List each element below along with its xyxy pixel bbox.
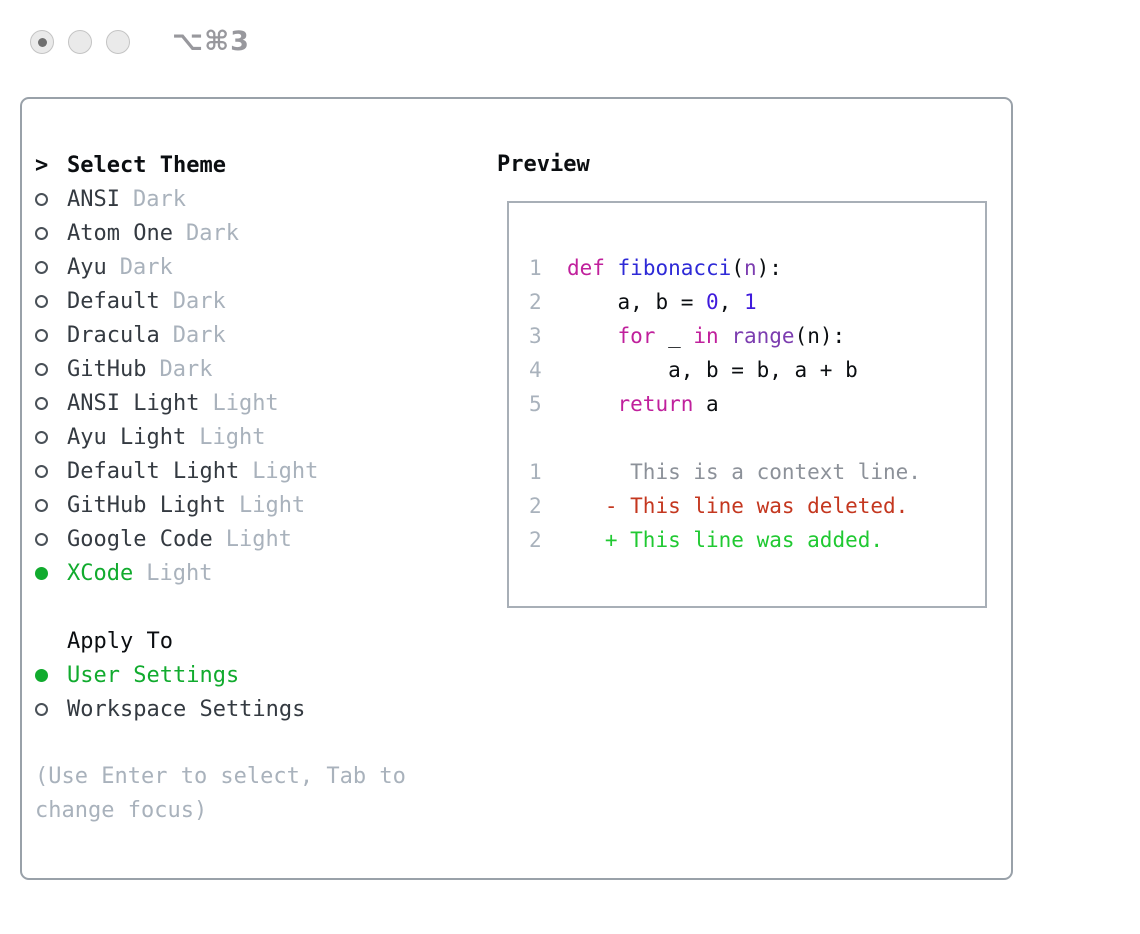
radio-marker bbox=[35, 567, 67, 580]
preview-line: 2 a, b = 0, 1 bbox=[529, 290, 757, 314]
traffic-light-dot bbox=[38, 38, 47, 47]
theme-name: XCode bbox=[67, 560, 134, 586]
radio-icon bbox=[35, 499, 48, 512]
theme-option[interactable] bbox=[35, 250, 495, 284]
traffic-light-minimize-icon[interactable] bbox=[68, 30, 92, 54]
radio-marker bbox=[35, 669, 67, 682]
theme-variant-tag: Dark bbox=[185, 220, 239, 246]
theme-name: Dracula bbox=[67, 322, 160, 348]
apply-option-name: User Settings bbox=[67, 662, 240, 688]
radio-marker bbox=[35, 533, 67, 546]
theme-picker-window bbox=[20, 97, 1013, 880]
radio-icon bbox=[35, 533, 48, 546]
theme-variant-tag: Light bbox=[146, 560, 213, 586]
theme-option[interactable] bbox=[35, 182, 495, 216]
select-theme-header bbox=[35, 148, 495, 182]
theme-variant-tag: Dark bbox=[172, 288, 226, 314]
radio-marker bbox=[35, 227, 67, 240]
theme-option[interactable] bbox=[35, 318, 495, 352]
theme-name: Ayu bbox=[67, 254, 107, 280]
radio-marker bbox=[35, 329, 67, 342]
radio-marker bbox=[35, 295, 67, 308]
theme-option[interactable] bbox=[35, 216, 495, 250]
theme-variant-tag: Dark bbox=[172, 322, 226, 348]
preview-title: Preview bbox=[497, 152, 590, 177]
apply-to-header bbox=[35, 624, 495, 658]
theme-options-list bbox=[35, 182, 495, 590]
radio-icon bbox=[35, 397, 48, 410]
radio-icon bbox=[35, 669, 48, 682]
preview-line: 1 def fibonacci(n): bbox=[529, 256, 782, 280]
theme-name: Ayu Light bbox=[67, 424, 187, 450]
theme-variant-tag: Light bbox=[225, 526, 292, 552]
theme-variant-tag: Dark bbox=[159, 356, 213, 382]
apply-option[interactable] bbox=[35, 692, 495, 726]
theme-variant-tag: Light bbox=[199, 424, 266, 450]
theme-option[interactable] bbox=[35, 488, 495, 522]
theme-variant-tag: Light bbox=[212, 390, 279, 416]
theme-option[interactable] bbox=[35, 454, 495, 488]
radio-marker bbox=[35, 499, 67, 512]
theme-name: Default Light bbox=[67, 458, 240, 484]
preview-line: 3 for _ in range(n): bbox=[529, 324, 846, 348]
theme-name: ANSI Light bbox=[67, 390, 200, 416]
window-titlebar bbox=[30, 26, 250, 57]
theme-variant-tag: Light bbox=[252, 458, 319, 484]
preview-column bbox=[495, 148, 1011, 878]
traffic-light-close-icon[interactable] bbox=[30, 30, 54, 54]
radio-marker bbox=[35, 397, 67, 410]
preview-line: 1 This is a context line. bbox=[529, 460, 921, 484]
radio-marker bbox=[35, 703, 67, 716]
theme-variant-tag: Light bbox=[238, 492, 306, 518]
theme-option[interactable] bbox=[35, 386, 495, 420]
theme-variant-tag: Dark bbox=[132, 186, 186, 212]
preview-box bbox=[507, 201, 987, 608]
traffic-light-zoom-icon[interactable] bbox=[106, 30, 130, 54]
theme-name: GitHub Light bbox=[67, 492, 226, 518]
apply-option-name: Workspace Settings bbox=[67, 696, 306, 722]
apply-to-title: Apply To bbox=[67, 628, 173, 654]
preview-line: 5 return a bbox=[529, 392, 719, 416]
radio-icon bbox=[35, 363, 48, 376]
radio-marker bbox=[35, 193, 67, 206]
apply-option[interactable] bbox=[35, 658, 495, 692]
keyboard-hint bbox=[35, 760, 495, 828]
apply-options-list bbox=[35, 658, 495, 726]
preview-line: 2 - This line was deleted. bbox=[529, 494, 909, 518]
theme-list-column bbox=[35, 148, 495, 878]
radio-marker bbox=[35, 261, 67, 274]
radio-icon bbox=[35, 703, 48, 716]
theme-name: Default bbox=[67, 288, 160, 314]
radio-marker bbox=[35, 431, 67, 444]
theme-name: GitHub bbox=[67, 356, 147, 382]
select-theme-title: Select Theme bbox=[67, 152, 226, 178]
theme-name: ANSI bbox=[67, 186, 120, 212]
radio-marker bbox=[35, 465, 67, 478]
preview-line: 4 a, b = b, a + b bbox=[529, 358, 858, 382]
theme-name: Google Code bbox=[67, 526, 213, 552]
theme-option[interactable] bbox=[35, 420, 495, 454]
cursor-icon: > bbox=[35, 152, 49, 178]
radio-icon bbox=[35, 329, 48, 342]
preview-line bbox=[529, 421, 985, 455]
radio-icon bbox=[35, 193, 48, 206]
theme-variant-tag: Dark bbox=[119, 254, 173, 280]
preview-line: 2 + This line was added. bbox=[529, 528, 884, 552]
theme-option[interactable] bbox=[35, 352, 495, 386]
radio-icon bbox=[35, 431, 48, 444]
window-shortcut-label: ⌥⌘3 bbox=[172, 26, 250, 57]
theme-option[interactable] bbox=[35, 522, 495, 556]
theme-name: Atom One bbox=[67, 220, 173, 246]
radio-icon bbox=[35, 567, 48, 580]
theme-option[interactable] bbox=[35, 284, 495, 318]
radio-icon bbox=[35, 465, 48, 478]
hint-line: change focus) bbox=[35, 798, 208, 823]
radio-icon bbox=[35, 295, 48, 308]
radio-marker bbox=[35, 363, 67, 376]
radio-icon bbox=[35, 227, 48, 240]
hint-line: (Use Enter to select, Tab to bbox=[35, 764, 406, 789]
theme-option[interactable] bbox=[35, 556, 495, 590]
radio-icon bbox=[35, 261, 48, 274]
